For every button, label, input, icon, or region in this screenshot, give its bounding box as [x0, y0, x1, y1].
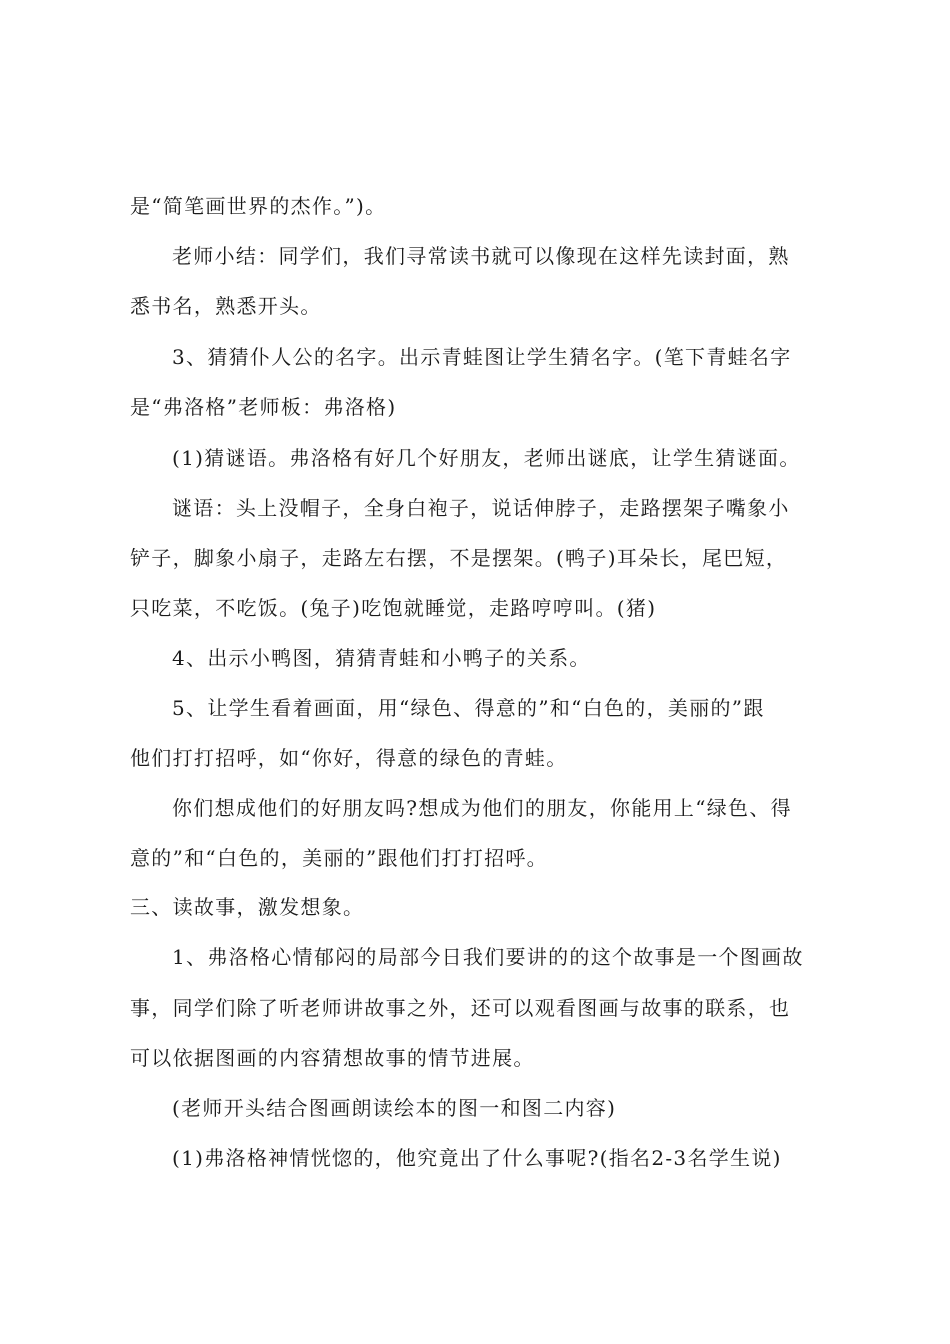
- text-line: 事，同学们除了听老师讲故事之外，还可以观看图画与故事的联系，也: [130, 996, 791, 1020]
- text-line: 是“简笔画世界的杰作。”)。: [130, 194, 387, 218]
- text-line: 谜语：头上没帽子，全身白袍子，说话伸脖子，走路摆架子嘴象小: [172, 496, 790, 520]
- text-line: 5、让学生看着画面，用“绿色、得意的”和“白色的，美丽的”跟: [172, 696, 765, 720]
- text-line: 意的”和“白色的，美丽的”跟他们打打招呼。: [130, 846, 548, 870]
- text-line: 老师小结：同学们，我们寻常读书就可以像现在这样先读封面，熟: [172, 244, 790, 268]
- text-line: 4、出示小鸭图，猜猜青蛙和小鸭子的关系。: [172, 646, 591, 670]
- text-line: (1)猜谜语。弗洛格有好几个好朋友，老师出谜底，让学生猜谜面。: [172, 446, 801, 470]
- section-heading: 三、读故事，激发想象。: [130, 895, 365, 919]
- text-line: (老师开头结合图画朗读绘本的图一和图二内容): [172, 1096, 617, 1120]
- text-line: 3、猜猜仆人公的名字。出示青蛙图让学生猜名字。(笔下青蛙名字: [172, 345, 792, 369]
- text-line: 1、弗洛格心情郁闷的局部今日我们要讲的的这个故事是一个图画故: [172, 945, 804, 969]
- text-line: (1)弗洛格神情恍惚的，他究竟出了什么事呢?(指名2-3名学生说): [172, 1146, 782, 1170]
- text-line: 他们打打招呼，如“你好，得意的绿色的青蛙。: [130, 746, 568, 770]
- text-line: 悉书名，熟悉开头。: [130, 294, 322, 318]
- text-line: 你们想成他们的好朋友吗?想成为他们的朋友，你能用上“绿色、得: [172, 796, 792, 820]
- text-line: 只吃菜，不吃饭。(兔子)吃饱就睡觉，走路哼哼叫。(猪): [130, 596, 657, 620]
- text-line: 铲子，脚象小扇子，走路左右摆，不是摆架。(鸭子)耳朵长，尾巴短，: [130, 546, 788, 570]
- text-line: 可以依据图画的内容猜想故事的情节进展。: [130, 1046, 535, 1070]
- text-line: 是“弗洛格”老师板：弗洛格): [130, 395, 397, 419]
